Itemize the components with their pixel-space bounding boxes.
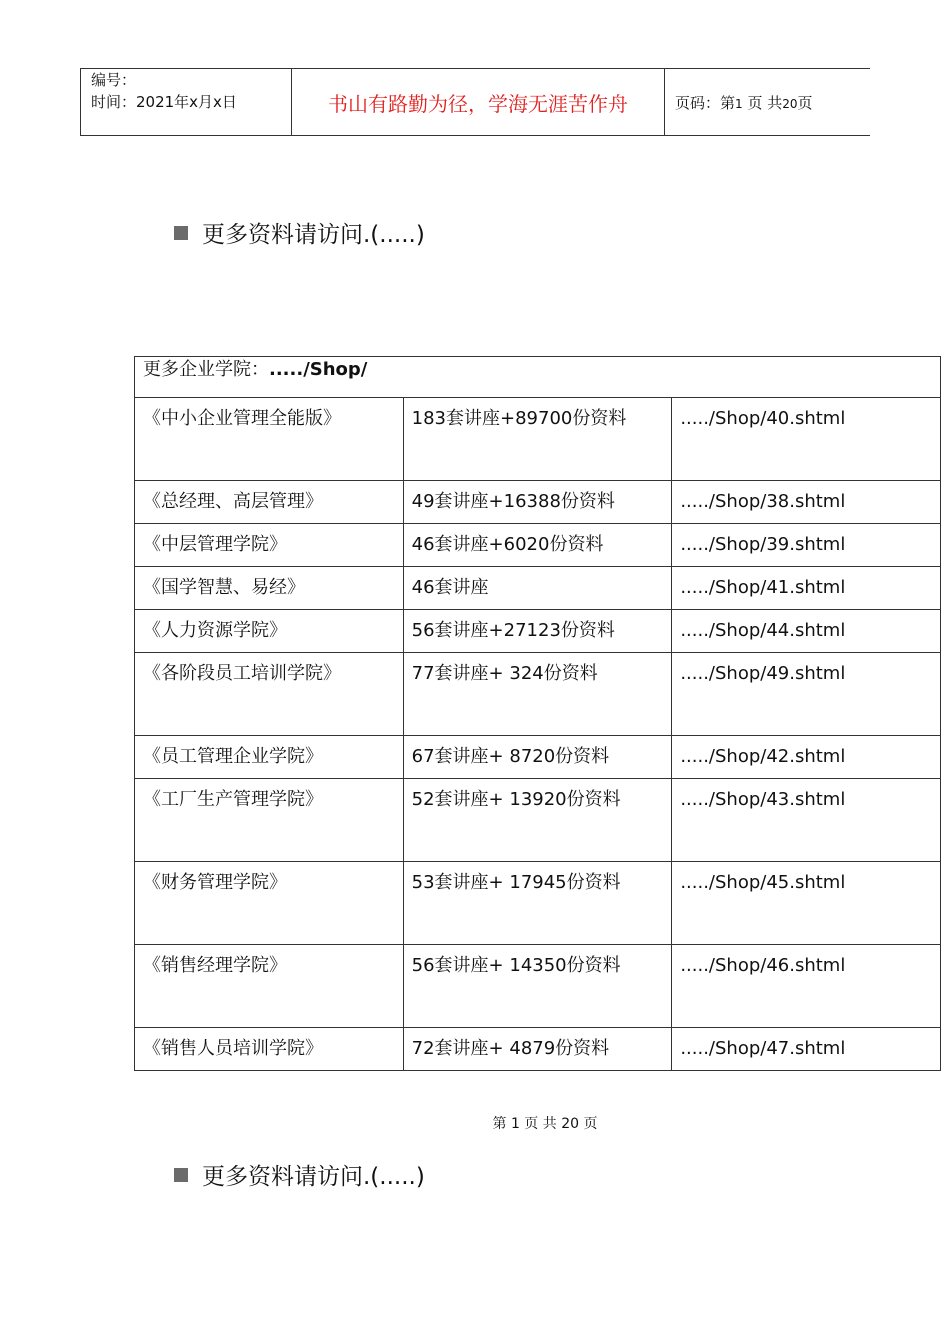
square-bullet-icon [174,1168,188,1182]
header-meta [81,69,292,136]
table-header-cell [135,357,941,398]
course-name: 《国学智慧、易经》 [135,567,404,610]
number-label: 编号： [91,71,137,89]
page-footer: 第 1 页 共 20 页 [492,1116,598,1132]
course-desc: 53套讲座+ 17945份资料 [403,862,672,945]
course-name: 《销售经理学院》 [135,945,404,1028]
course-url[interactable]: ...../Shop/41.shtml [672,567,941,610]
square-bullet-icon [174,226,188,240]
shop-table [134,356,941,1071]
course-url[interactable]: ...../Shop/43.shtml [672,779,941,862]
visit-text: 更多资料请访问.(.....) [202,1164,425,1190]
course-name: 《员工管理企业学院》 [135,736,404,779]
table-row [135,398,941,481]
table-row [135,567,941,610]
table-row [135,481,941,524]
course-url[interactable]: ...../Shop/44.shtml [672,610,941,653]
course-name: 《财务管理学院》 [135,862,404,945]
course-name: 《中层管理学院》 [135,524,404,567]
course-name: 《工厂生产管理学院》 [135,779,404,862]
course-url[interactable]: ...../Shop/38.shtml [672,481,941,524]
course-name: 《总经理、高层管理》 [135,481,404,524]
table-header-row [135,357,941,398]
time-label: 时间：2021年x月x日 [91,93,237,111]
page-mid: 页 共 [747,93,783,112]
visit-text: 更多资料请访问.(.....) [202,222,425,248]
page-total: 20 [782,96,798,111]
visit-line-bottom [174,1158,425,1191]
course-url[interactable]: ...../Shop/40.shtml [672,398,941,481]
table-row [135,862,941,945]
course-url[interactable]: ...../Shop/46.shtml [672,945,941,1028]
course-desc: 56套讲座+27123份资料 [403,610,672,653]
course-url[interactable]: ...../Shop/42.shtml [672,736,941,779]
course-desc: 77套讲座+ 324份资料 [403,653,672,736]
course-url[interactable]: ...../Shop/47.shtml [672,1028,941,1071]
table-row [135,945,941,1028]
course-desc: 67套讲座+ 8720份资料 [403,736,672,779]
visit-line-top [174,216,425,249]
table-row [135,524,941,567]
header-prefix: 更多企业学院： [143,359,269,380]
header-motto: 书山有路勤为径，学海无涯苦作舟 [292,69,665,136]
course-name: 《中小企业管理全能版》 [135,398,404,481]
course-url[interactable]: ...../Shop/39.shtml [672,524,941,567]
course-desc: 49套讲座+16388份资料 [403,481,672,524]
course-desc: 56套讲座+ 14350份资料 [403,945,672,1028]
page-header [80,68,870,136]
table-row [135,1028,941,1071]
table-row [135,610,941,653]
course-name: 《人力资源学院》 [135,610,404,653]
course-desc: 52套讲座+ 13920份资料 [403,779,672,862]
course-url[interactable]: ...../Shop/49.shtml [672,653,941,736]
course-name: 《各阶段员工培训学院》 [135,653,404,736]
page-suffix: 页 [797,93,813,112]
header-page-info [665,69,871,136]
header-link[interactable]: ...../Shop/ [269,359,368,380]
course-desc: 183套讲座+89700份资料 [403,398,672,481]
table-row [135,653,941,736]
course-desc: 72套讲座+ 4879份资料 [403,1028,672,1071]
table-row [135,736,941,779]
page-num: 1 [735,96,743,111]
course-url[interactable]: ...../Shop/45.shtml [672,862,941,945]
page-prefix: 页码：第 [675,93,736,112]
course-name: 《销售人员培训学院》 [135,1028,404,1071]
table-row [135,779,941,862]
course-desc: 46套讲座 [403,567,672,610]
course-desc: 46套讲座+6020份资料 [403,524,672,567]
